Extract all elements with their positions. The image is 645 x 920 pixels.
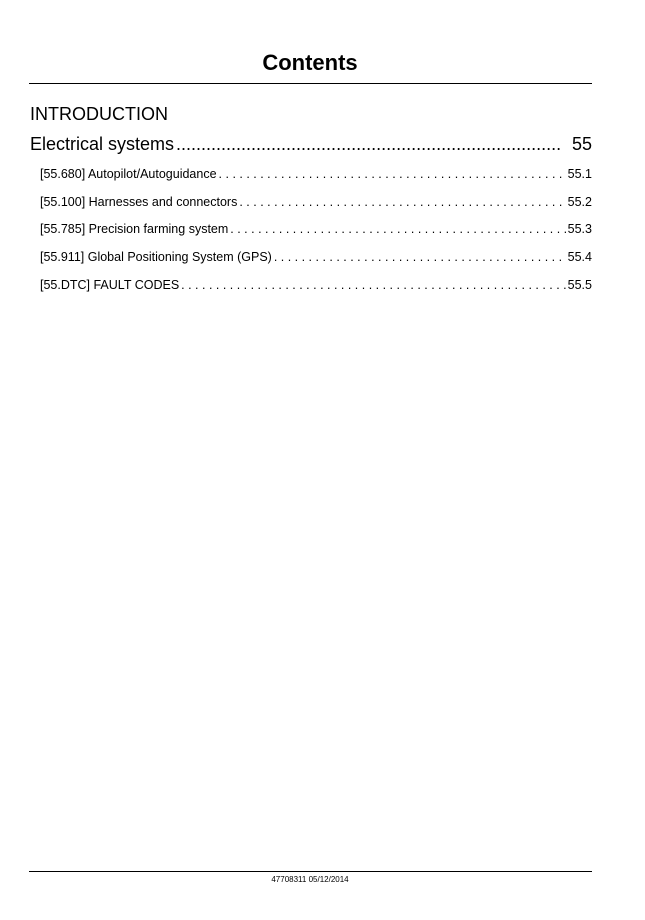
- toc-entry-label: [55.100] Harnesses and connectors: [40, 195, 238, 209]
- toc-entry-autopilot[interactable]: [40, 166, 592, 182]
- toc-section-electrical-systems[interactable]: [30, 133, 592, 155]
- footer-document-id: 47708311 05/12/2014: [271, 875, 349, 884]
- toc-entry-page: 55.5: [567, 278, 592, 292]
- toc-entry-label: [55.DTC] FAULT CODES: [40, 278, 180, 292]
- toc-entry-gps[interactable]: [40, 249, 592, 265]
- toc-entry-label: [55.680] Autopilot/Autoguidance: [40, 167, 217, 181]
- title-divider: [29, 83, 592, 84]
- toc-entry-label: [55.911] Global Positioning System (GPS): [40, 250, 272, 264]
- toc-entry-label: [55.785] Precision farming system: [40, 222, 229, 236]
- toc-introduction[interactable]: INTRODUCTION: [30, 104, 168, 124]
- toc-entry-precision-farming[interactable]: [40, 221, 592, 237]
- toc-entry-fault-codes[interactable]: [40, 277, 592, 293]
- toc-entry-harnesses[interactable]: [40, 194, 592, 210]
- toc-leader-dots: [219, 166, 566, 182]
- toc-leader-dots: [176, 133, 562, 155]
- page-title: Contents: [262, 50, 358, 75]
- toc-entry-page: 55.2: [567, 195, 592, 209]
- toc-leader-dots: [239, 194, 565, 210]
- toc-section-label: Electrical systems: [30, 134, 175, 154]
- toc-leader-dots: [274, 249, 566, 265]
- toc-entry-page: 55.1: [567, 167, 592, 181]
- toc-leader-dots: [181, 277, 566, 293]
- toc-entry-page: 55.4: [567, 250, 592, 264]
- toc-leader-dots: [230, 221, 565, 237]
- footer-divider: [29, 871, 592, 872]
- toc-section-page: 55: [571, 134, 592, 154]
- toc-entry-page: 55.3: [567, 222, 592, 236]
